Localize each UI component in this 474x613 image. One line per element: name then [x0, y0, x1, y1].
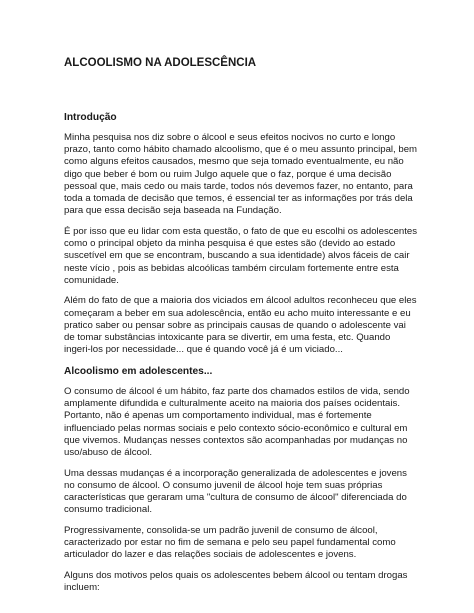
- section-paragraph-4: Alguns dos motivos pelos quais os adolescentes bebem álcool ou tentam drogas incluem:: [64, 570, 408, 594]
- intro-heading: Introdução: [64, 112, 117, 123]
- intro-paragraph-3: Além do fato de que a maioria dos viciados em álcool adultos reconheceu que eles começaram a beber em sua adolescência, então eu acho muito interessante e eu pratico saber ou pensar sobre as principais causas de quando o adolescente vai de tomar substâncias intoxicante para se divertir, em uma festa, etc. Quando ingeri-los por necessidade... que é quando você já é um viciado...: [64, 295, 417, 356]
- section-paragraph-2: Uma dessas mudanças é a incorporação generalizada de adolescentes e jovens no consumo de álcool. O consumo juvenil de álcool hoje tem suas próprias características que geraram uma "cultura de consumo de álcool" diferenciada do consumo tradicional.: [64, 467, 407, 516]
- document-page: [64, 56, 424, 595]
- section-heading-alcoolismo: Alcoolismo em adolescentes...: [64, 365, 213, 377]
- document-title: ALCOOLISMO NA ADOLESCÊNCIA: [64, 57, 257, 69]
- intro-paragraph-1: Minha pesquisa nos diz sobre o álcool e seus efeitos nocivos no curto e longo prazo, tanto como hábito chamado alcoolismo, que é o meu assunto principal, bem como alguns efeitos causados, mesmo que seja tomado eventualmente, eu não digo que beber é bom ou ruim Julgo aquele que o faz, porque é uma decisão pessoal que, mais cedo ou mais tarde, todos nós devemos fazer, no entanto, para toda a tomada de decisão que temos, é essencial ter as informações por trás dela para que essa decisão seja baseada na Fundação.: [64, 132, 418, 217]
- section-paragraph-3: Progressivamente, consolida-se um padrão juvenil de consumo de álcool, caracterizado por estar no fim de semana e pelo seu papel fundamental como articulador do lazer e das relações sociais de adolescentes e jovens.: [64, 524, 396, 561]
- section-paragraph-1: O consumo de álcool é um hábito, faz parte dos chamados estilos de vida, sendo amplamente difundida e culturalmente aceito na maioria dos países ocidentais. Portanto, não é apenas um comportamento individual, mas é fortemente influenciado pelas normas sociais e pelo contexto sócio-econômico e cultural em que vivemos. Mudanças nesses contextos são acompanhadas por mudanças no uso/abuso de álcool.: [64, 385, 410, 458]
- intro-paragraph-2: É por isso que eu lidar com esta questão, o fato de que eu escolhi os adolescentes como o principal objeto da minha pesquisa é que estes são (devido ao estado suscetível em que se encontram, buscando a sua identidade) alvos fáceis de cair neste vício , pois as bebidas alcoólicas também circulam fortemente entre esta comunidade.: [64, 225, 418, 286]
